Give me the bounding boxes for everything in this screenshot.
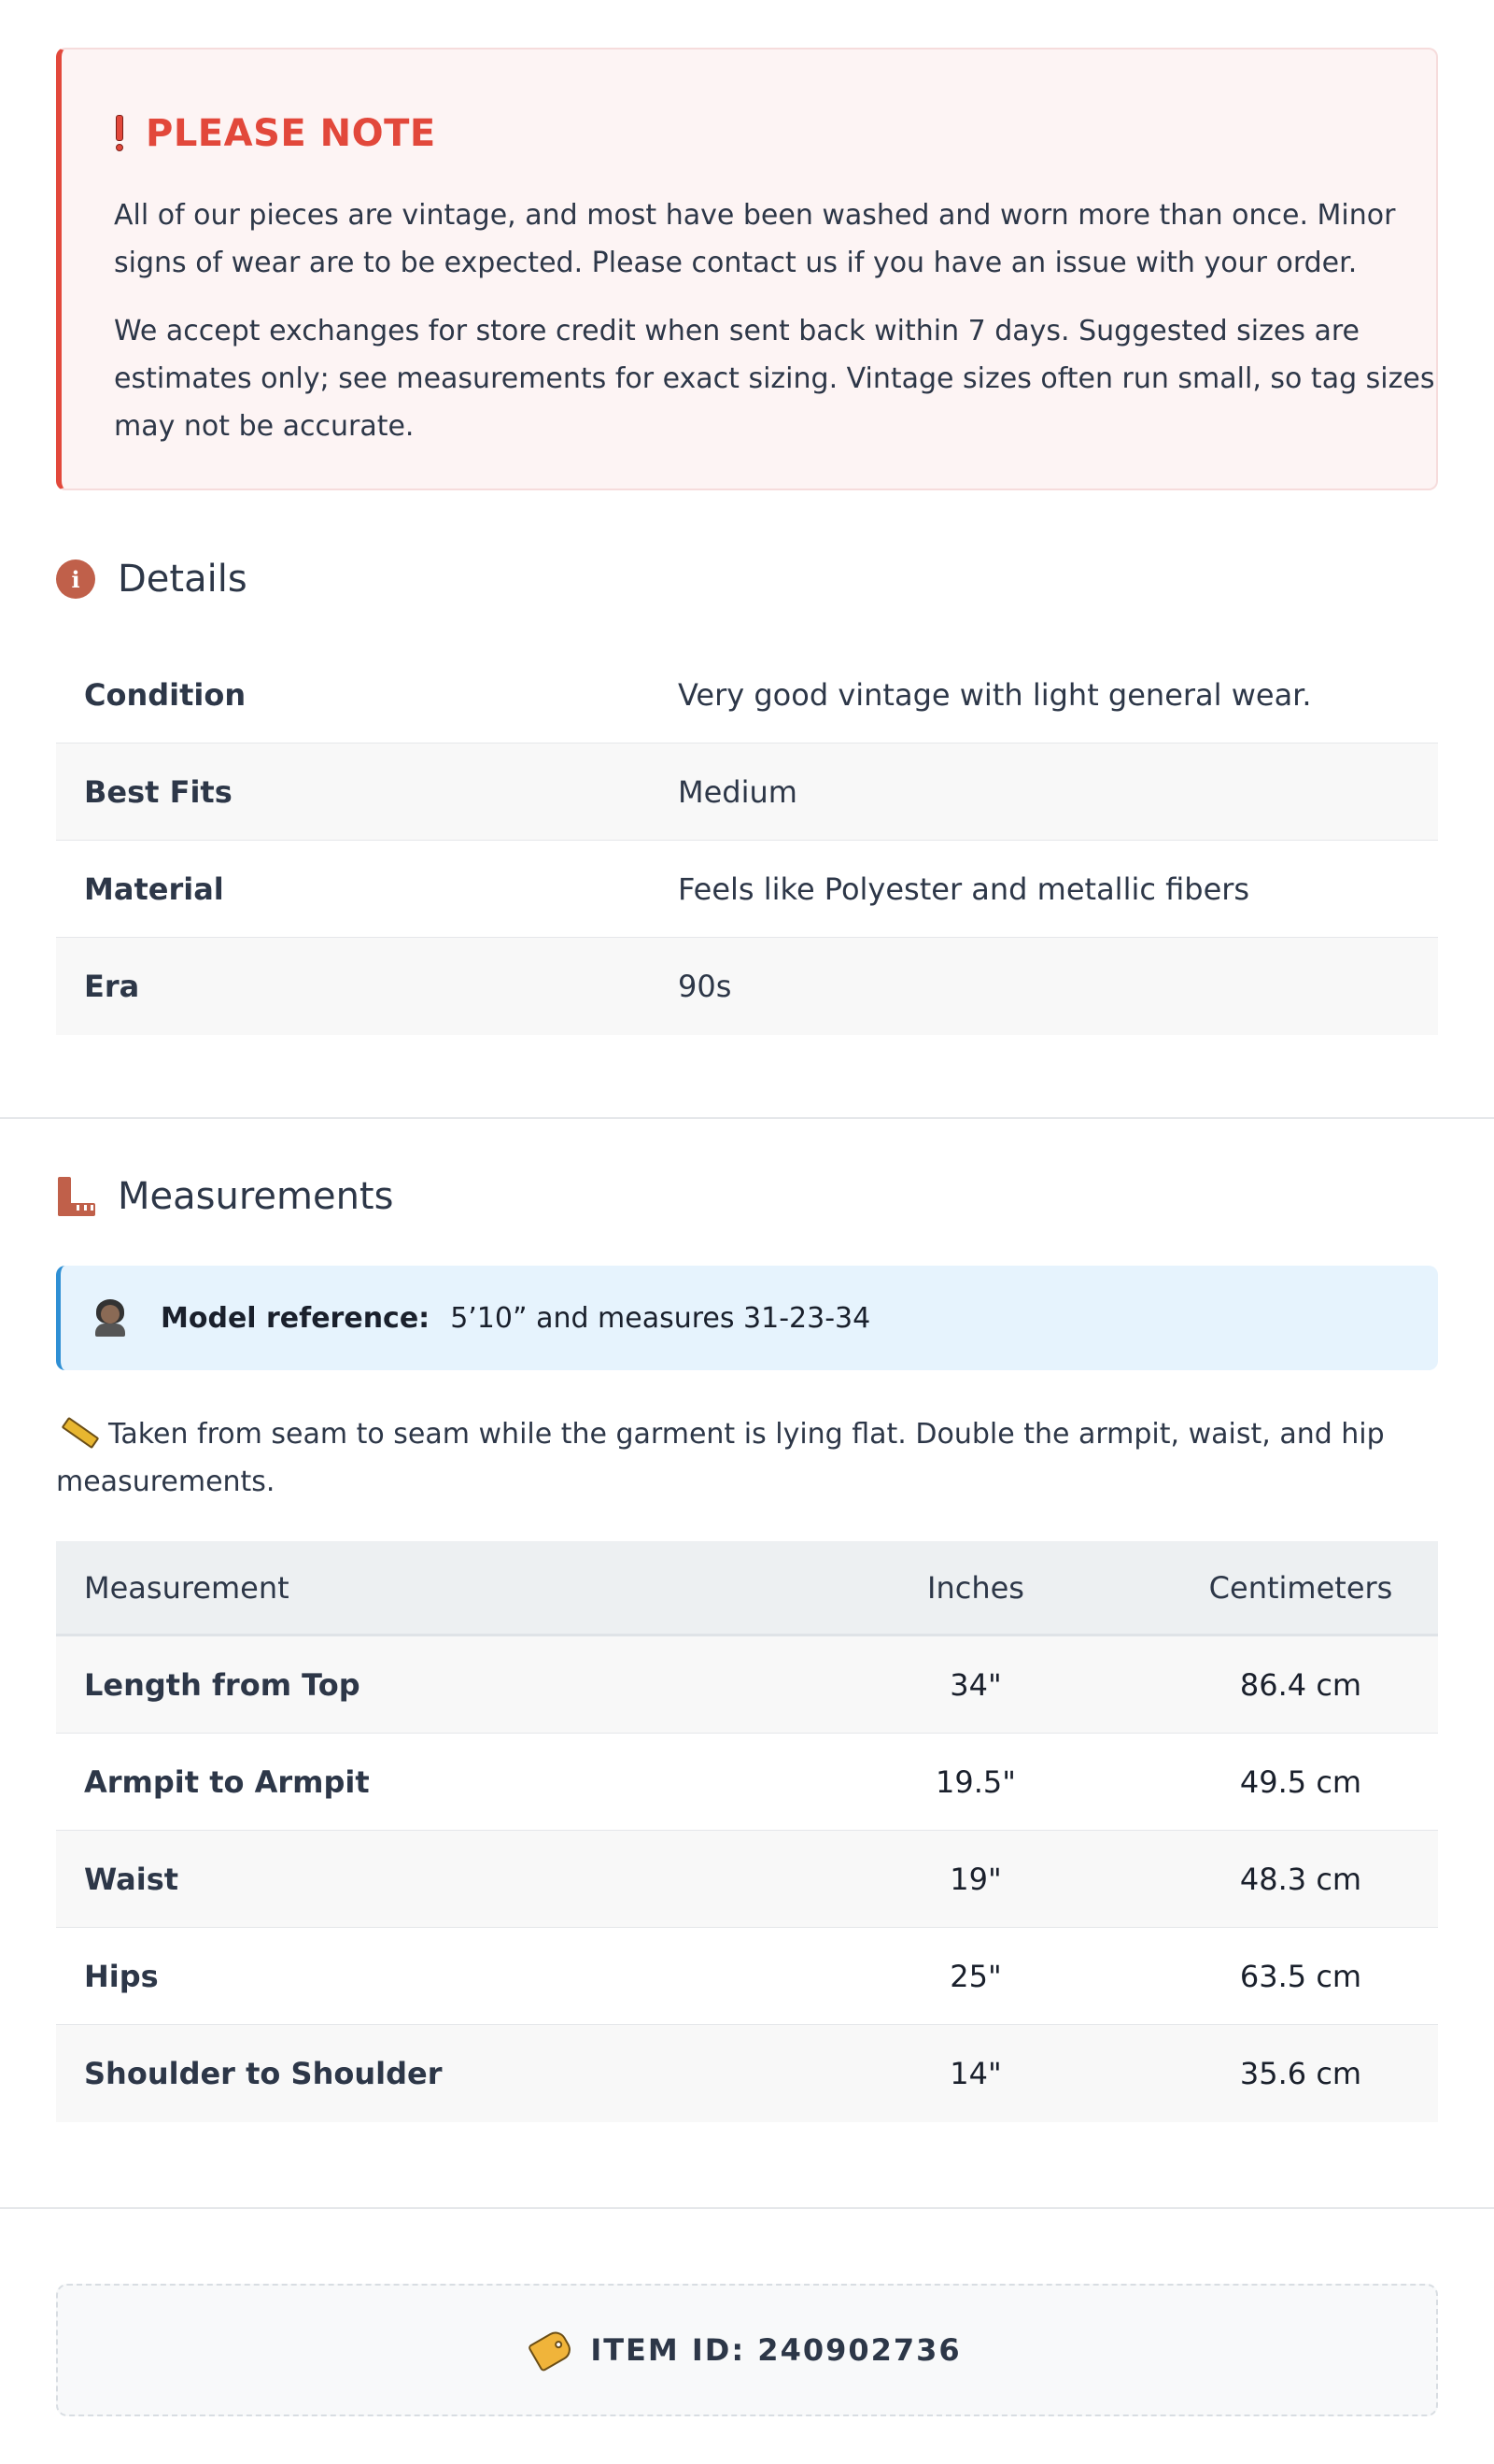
note-title: PLEASE NOTE [146, 112, 436, 155]
measurement-name: Waist [84, 1861, 179, 1897]
ruler-icon [56, 1177, 95, 1216]
measurement-inches: 25" [950, 1958, 1002, 1994]
measurement-inches: 14" [950, 2056, 1002, 2091]
person-icon [93, 1299, 127, 1337]
item-id: ITEM ID: 240902736 [590, 2332, 962, 2368]
measurement-cm: 63.5 cm [1239, 1958, 1362, 1994]
details-row [56, 841, 1438, 938]
measurement-cm: 49.5 cm [1239, 1763, 1362, 1800]
exclamation-icon [114, 115, 125, 152]
measurement-inches: 19" [950, 1861, 1002, 1897]
details-title: Details [118, 558, 247, 601]
table-row [56, 2025, 1438, 2122]
details-row [56, 646, 1438, 743]
table-row [56, 1928, 1438, 2025]
measurement-inches: 34" [950, 1666, 1002, 1703]
details-table [56, 646, 1438, 1035]
details-header [56, 558, 247, 601]
details-value: 90s [678, 969, 732, 1004]
please-note-box [56, 48, 1438, 490]
note-header [114, 106, 436, 162]
model-reference [56, 1266, 1438, 1370]
section-divider [0, 1117, 1494, 1119]
details-value: Feels like Polyester and metallic fibers [678, 871, 1250, 907]
measurement-instructions [56, 1410, 1419, 1506]
measurement-cm: 86.4 cm [1239, 1666, 1362, 1703]
measurement-name: Armpit to Armpit [84, 1763, 370, 1800]
details-label: Condition [84, 676, 247, 713]
measurement-name: Shoulder to Shoulder [84, 2056, 443, 2091]
pencil-icon [62, 1416, 100, 1448]
measurement-inches: 19.5" [936, 1763, 1016, 1800]
measurements-table [56, 1541, 1438, 2122]
measurements-header [56, 1175, 393, 1218]
details-label: Best Fits [84, 773, 233, 810]
details-row [56, 938, 1438, 1035]
model-reference-value: 5’10” and measures 31-23-34 [450, 1301, 871, 1335]
details-label: Material [84, 871, 224, 907]
note-paragraph-2: We accept exchanges for store credit when sent back within 7 days. Suggested sizes are estimates only; see measurements for exact sizing. Vintage sizes often run small, so tag sizes may not be accurate. [114, 315, 1435, 443]
model-reference-label: Model reference: [161, 1301, 430, 1335]
measurement-name: Length from Top [84, 1666, 360, 1703]
measurement-name: Hips [84, 1958, 159, 1994]
table-row [56, 1734, 1438, 1831]
header-inches: Inches [927, 1569, 1024, 1606]
table-row [56, 1831, 1438, 1928]
section-divider [0, 2207, 1494, 2209]
table-header-row [56, 1541, 1438, 1636]
details-value: Medium [678, 773, 797, 810]
instruction-text: Taken from seam to seam while the garment is lying flat. Double the armpit, waist, and hip measurements. [56, 1418, 1385, 1498]
measurement-cm: 48.3 cm [1239, 1861, 1362, 1897]
details-label: Era [84, 969, 140, 1004]
measurements-title: Measurements [118, 1175, 394, 1218]
measurement-cm: 35.6 cm [1239, 2056, 1362, 2091]
tag-icon [528, 2328, 575, 2372]
note-paragraph-1: All of our pieces are vintage, and most have been washed and worn more than once. Minor signs of wear are to be expected. Please contact us if you have an issue with your order. [114, 199, 1396, 279]
header-centimeters: Centimeters [1208, 1569, 1393, 1606]
header-measurement: Measurement [84, 1569, 289, 1606]
item-id-box [56, 2284, 1438, 2416]
info-icon: i [56, 559, 95, 599]
details-value: Very good vintage with light general wear. [678, 676, 1312, 713]
details-row [56, 743, 1438, 841]
table-row [56, 1636, 1438, 1734]
